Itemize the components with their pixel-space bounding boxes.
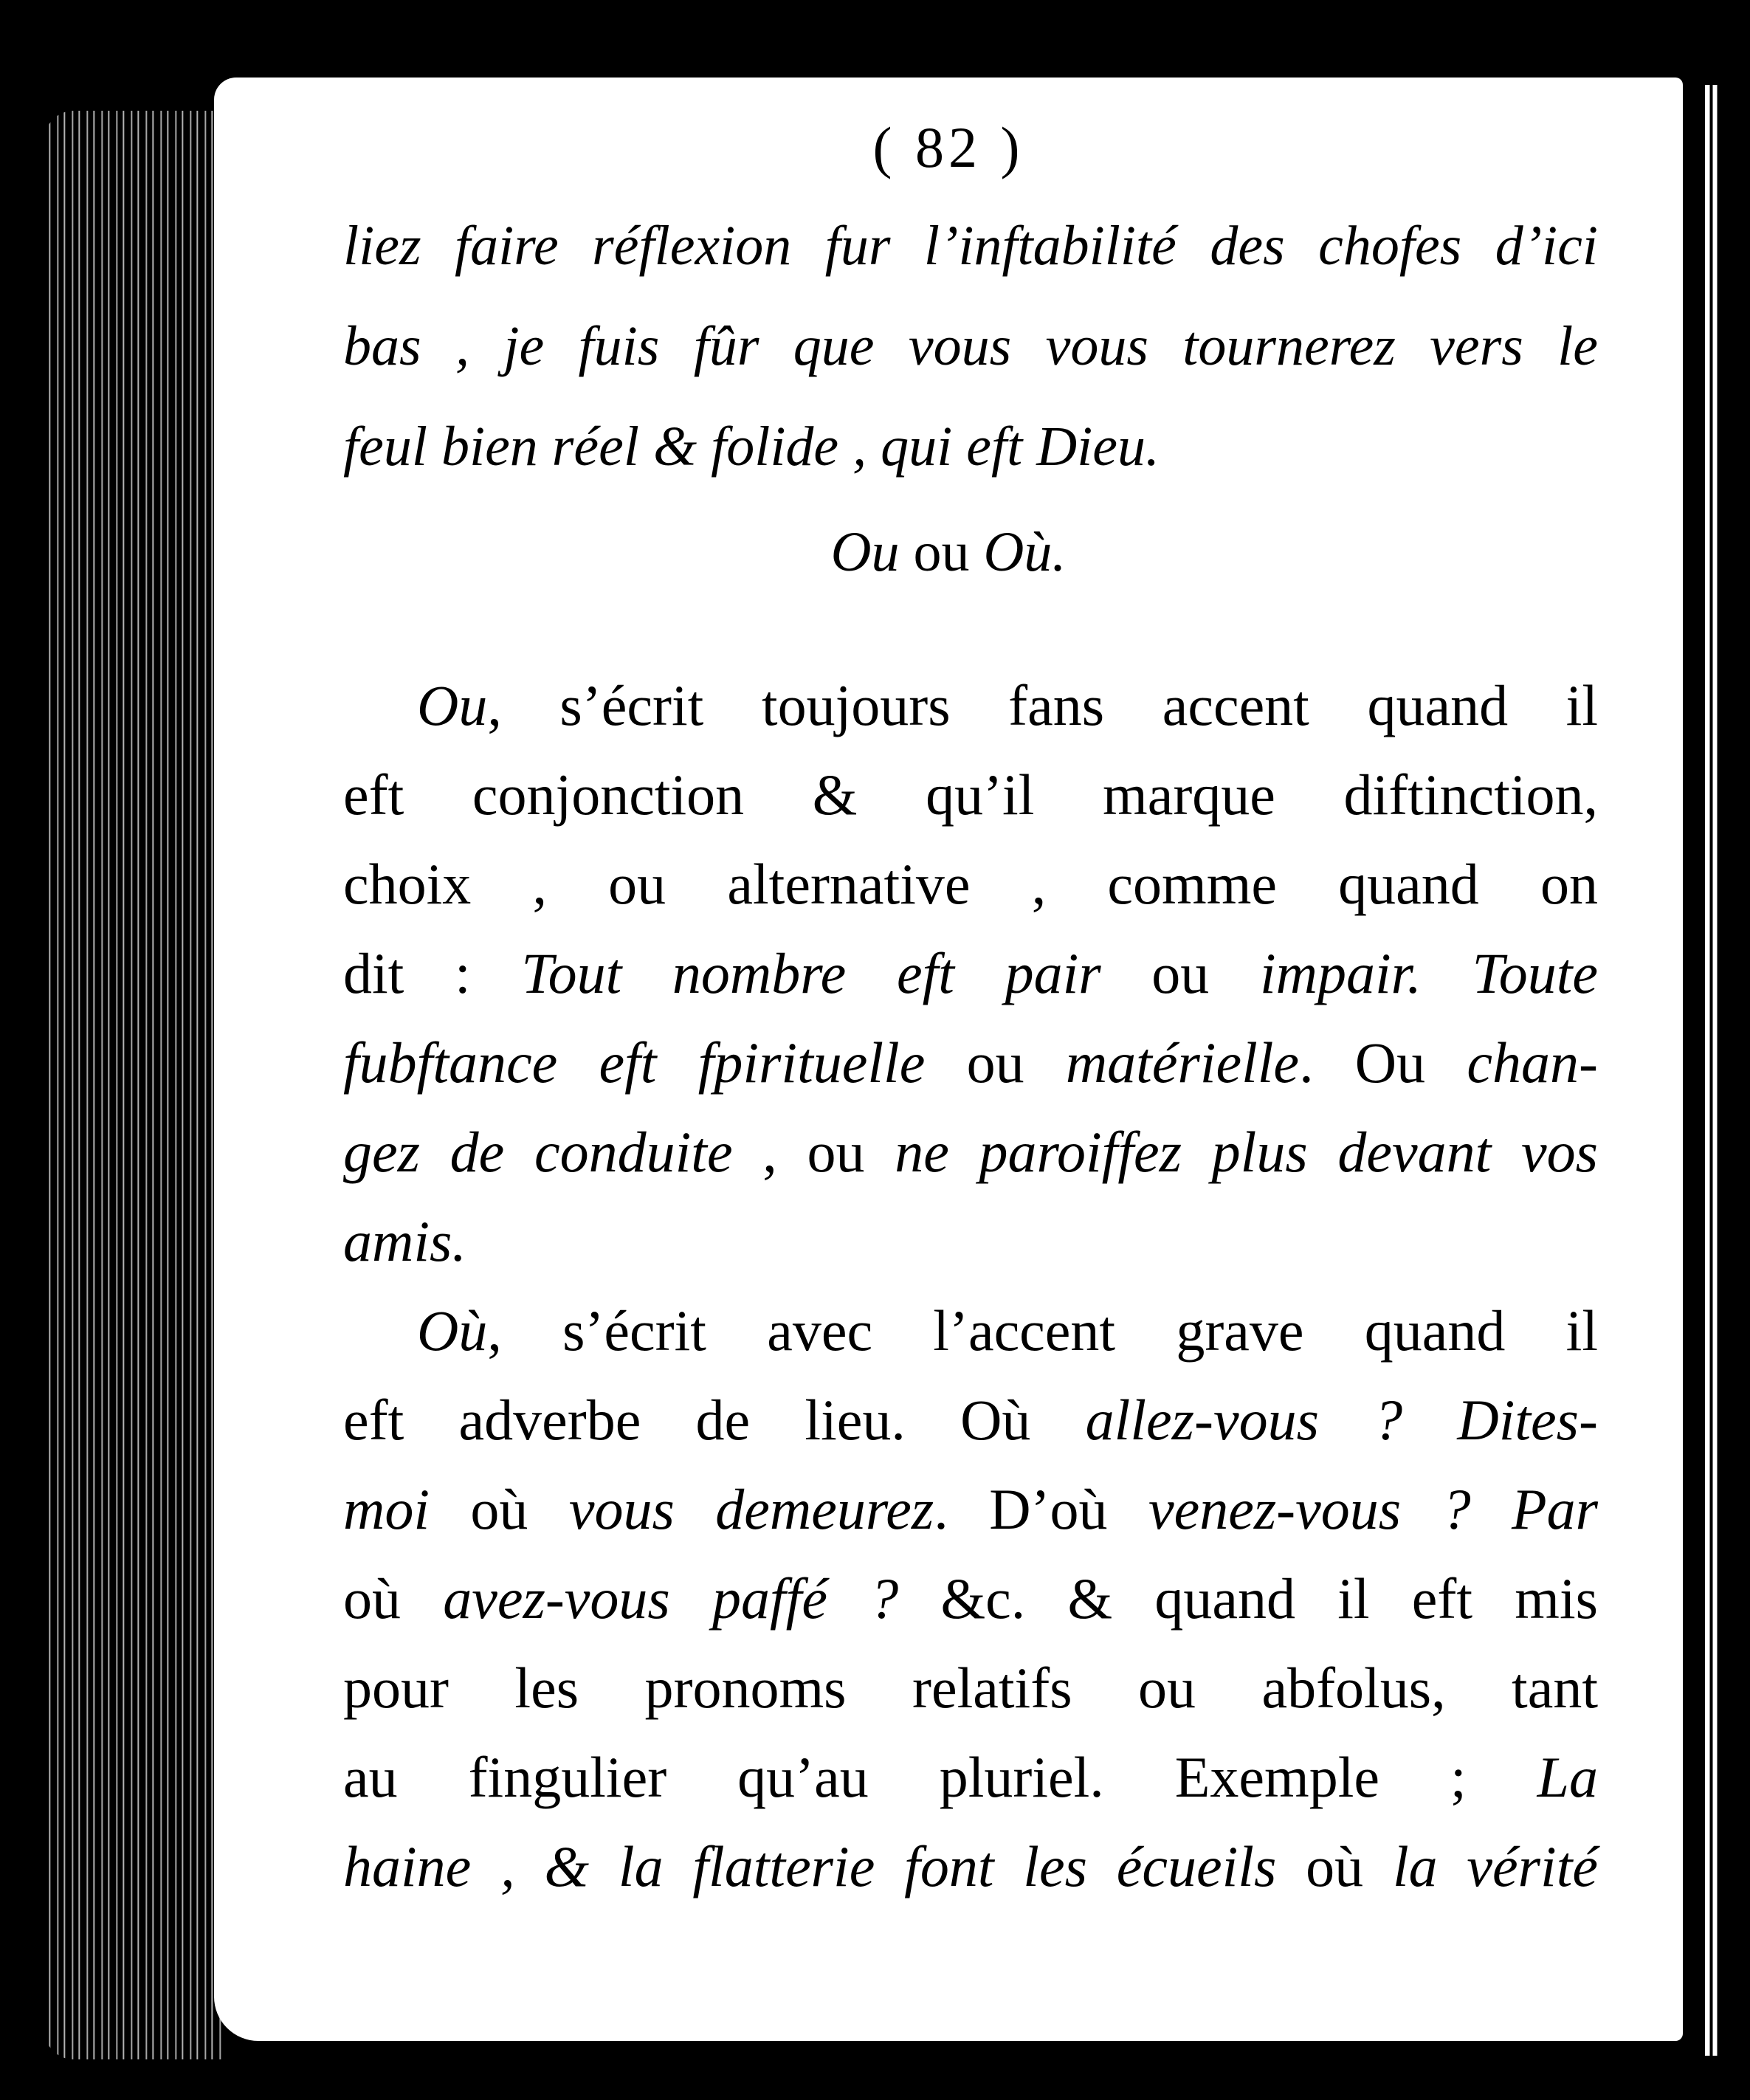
text-span: , s’écrit toujours fans accent quand il (487, 673, 1598, 737)
text-line (343, 1554, 1598, 1643)
text-span: dit : (343, 941, 522, 1005)
text-span: allez-vous ? Dites- (1085, 1388, 1598, 1452)
text-line (343, 661, 1598, 750)
text-span: . Ou (1299, 1030, 1467, 1095)
page-number: ( 82 ) (872, 115, 1024, 179)
text-span: fubftance eft fpirituelle (343, 1030, 926, 1095)
heading-part: ou (899, 521, 984, 583)
text-span: haine , & la flatterie font les écueils (343, 1834, 1277, 1898)
heading-part: Où. (983, 521, 1067, 583)
text-span: venez-vous ? Par (1148, 1477, 1598, 1541)
text-line (343, 1197, 1598, 1286)
text-span: ne paroiffez plus devant vos (895, 1120, 1598, 1184)
text-span: amis. (343, 1209, 466, 1273)
text-line: bas , je fuis fûr que vous vous tournerez vers le (343, 315, 1598, 377)
text-span: . D’où (934, 1477, 1148, 1541)
text-line: feul bien réel & folide , qui eft Dieu. (343, 416, 1160, 478)
text-span: au fingulier qu’au pluriel. Exemple ; (343, 1745, 1537, 1809)
body-text (343, 661, 1598, 1911)
book-page (214, 78, 1683, 2041)
text-span: Tout nombre eft pair (521, 941, 1101, 1005)
text-line (343, 1375, 1598, 1464)
left-page-edge (44, 111, 221, 2059)
heading-part: Ou (830, 521, 900, 583)
text-line: pour les pronoms relatifs ou abfolus, tant (343, 1656, 1598, 1720)
text-line (343, 1107, 1598, 1197)
text-line (343, 1018, 1598, 1107)
text-span: &c. & quand il eft mis (898, 1566, 1599, 1631)
text-line: liez faire réflexion fur l’inftabilité des chofes d’ici (343, 215, 1598, 277)
text-span: matérielle (1065, 1030, 1300, 1095)
intro-paragraph (343, 196, 1598, 497)
text-span: la vérité (1392, 1834, 1598, 1898)
text-span: La (1537, 1745, 1598, 1809)
text-span: Où (417, 1298, 488, 1363)
text-span: où (1276, 1834, 1393, 1898)
text-span: , s’écrit avec l’accent grave quand il (487, 1298, 1598, 1363)
text-line (343, 929, 1598, 1018)
text-line: choix , ou alternative , comme quand on (343, 852, 1598, 916)
text-span: où (343, 1566, 444, 1631)
text-span: , ou (732, 1120, 895, 1184)
right-page-edge (1705, 85, 1735, 2056)
text-line (343, 1464, 1598, 1554)
text-span: eft adverbe de lieu. Où (343, 1388, 1086, 1452)
text-span: vous demeurez (568, 1477, 934, 1541)
text-span: ou (1100, 941, 1260, 1005)
text-line (343, 1822, 1598, 1911)
text-line: eft conjonction & qu’il marque diftinction, (343, 762, 1598, 827)
text-span: chan- (1467, 1030, 1598, 1095)
text-span: avez-vous paffé ? (443, 1566, 899, 1631)
text-span: où (430, 1477, 569, 1541)
section-heading (214, 520, 1683, 585)
text-span: impair. Toute (1259, 941, 1599, 1005)
text-span: moi (343, 1477, 430, 1541)
text-span: gez de conduite (343, 1120, 733, 1184)
text-line (343, 1286, 1598, 1375)
text-line (343, 1732, 1598, 1822)
text-span: ou (925, 1030, 1066, 1095)
text-span: Ou (417, 673, 488, 737)
